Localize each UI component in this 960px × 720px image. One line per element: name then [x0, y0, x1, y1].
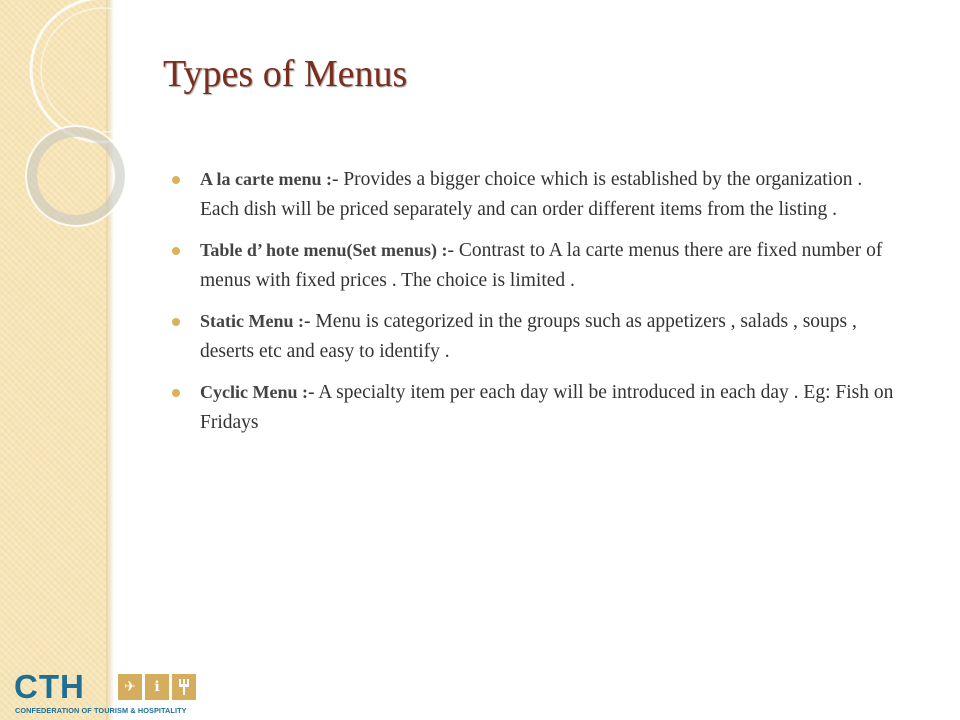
bullet-icon [172, 176, 180, 184]
bullet-item-table-d-hote [170, 235, 905, 296]
bullet-text: - A specialty item per each day will be introduced in each day . Eg: Fish on Fridays [200, 382, 894, 433]
bullet-text: - Menu is categorized in the groups such as appetizers , salads , soups , deserts etc and easy to identify . [200, 311, 857, 362]
ring-small [26, 126, 126, 226]
bullet-item-a-la-carte [170, 164, 905, 225]
bullet-icon [172, 247, 180, 255]
page-title: Types of Menus [163, 53, 408, 95]
logo-letters: CTH [14, 668, 85, 705]
bullet-term: A la carte menu : [200, 169, 332, 189]
bullet-item-cyclic-menu [170, 377, 905, 438]
bullet-icon [172, 389, 180, 397]
bullet-text: - Contrast to A la carte menus there are fixed number of menus with fixed prices . The choice is limited . [200, 240, 883, 291]
info-icon: ℹ [145, 674, 169, 700]
bullet-icon [172, 318, 180, 326]
airplane-icon: ✈ [118, 674, 142, 700]
fork-icon [172, 674, 196, 700]
bullet-list [170, 164, 905, 448]
bullet-term: Static Menu : [200, 311, 304, 331]
bullet-term: Cyclic Menu : [200, 382, 308, 402]
bullet-item-static-menu [170, 306, 905, 367]
logo-tagline: CONFEDERATION OF TOURISM & HOSPITALITY [15, 706, 187, 715]
bullet-text: - Provides a bigger choice which is established by the organization . Each dish will be priced separately and can order different items from the listing . [200, 169, 863, 220]
logo-tiles [118, 674, 196, 700]
bullet-term: Table d’ hote menu(Set menus) : [200, 240, 448, 260]
cth-logo [14, 670, 214, 716]
decorative-rings [0, 0, 140, 300]
ring-large [31, 0, 140, 142]
